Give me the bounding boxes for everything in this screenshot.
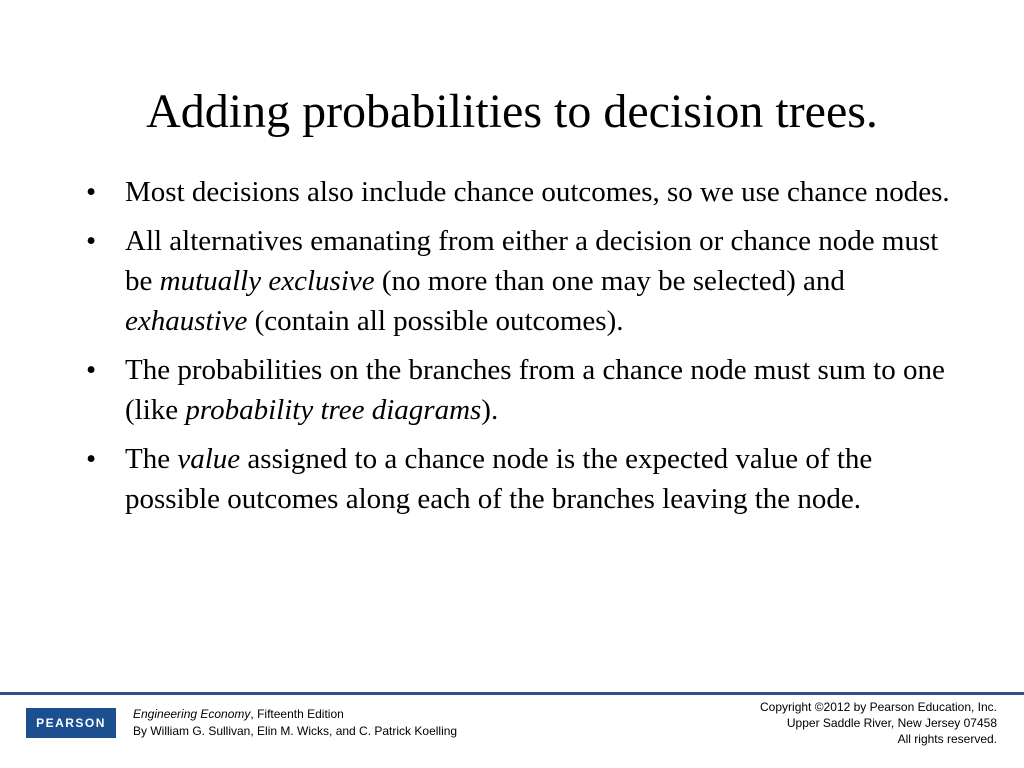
copyright-notice <box>760 699 997 747</box>
bullet-text-segment: ). <box>481 394 499 426</box>
book-title-line <box>133 706 457 723</box>
bullet-text-segment: Most decisions also include chance outcomes, so we use chance nodes. <box>125 176 950 208</box>
book-title: Engineering Economy <box>133 707 251 721</box>
bullet-text-segment: The probabilities on the branches from a chance node must sum to one (like <box>125 354 945 426</box>
bullet-text <box>125 225 938 337</box>
bullet-dot-icon: • <box>86 225 97 257</box>
rights-reserved: All rights reserved. <box>897 732 997 746</box>
bullet-text-segment: All alternatives emanating from either a decision or chance node must be <box>125 225 939 297</box>
bullet-text <box>125 443 872 515</box>
bullet-text-segment: assigned to a chance node is the expected value of the possible outcomes along each of the branches leaving the node. <box>125 443 873 515</box>
bullet-item <box>80 172 950 212</box>
footer-divider <box>0 692 1024 695</box>
emphasis-term: probability tree diagrams <box>185 394 482 426</box>
slide-title: Adding probabilities to decision trees. <box>146 85 878 138</box>
bullet-text-segment: (no more than one may be selected) and <box>374 265 845 297</box>
bullet-item <box>80 221 950 341</box>
bullet-dot-icon: • <box>86 176 97 208</box>
bullet-text-segment: The <box>125 443 178 475</box>
bullet-item <box>80 350 950 430</box>
bullet-text <box>125 176 950 208</box>
bullet-dot-icon: • <box>86 354 97 386</box>
bullet-text-segment: (contain all possible outcomes). <box>247 305 624 337</box>
bullet-dot-icon: • <box>86 443 97 475</box>
book-citation <box>133 706 457 740</box>
emphasis-term: exhaustive <box>125 305 248 337</box>
emphasis-term: mutually exclusive <box>159 265 375 297</box>
bullet-text <box>125 354 945 426</box>
bullet-item <box>80 439 950 519</box>
book-edition: , Fifteenth Edition <box>250 707 344 721</box>
book-authors: By William G. Sullivan, Elin M. Wicks, and C. Patrick Koelling <box>133 724 458 738</box>
publisher-address: Upper Saddle River, New Jersey 07458 <box>786 716 997 730</box>
pearson-logo: PEARSON <box>26 708 116 738</box>
copyright-line: Copyright ©2012 by Pearson Education, Inc. <box>760 700 997 714</box>
emphasis-term: value <box>177 443 241 475</box>
bullet-list <box>80 172 950 528</box>
